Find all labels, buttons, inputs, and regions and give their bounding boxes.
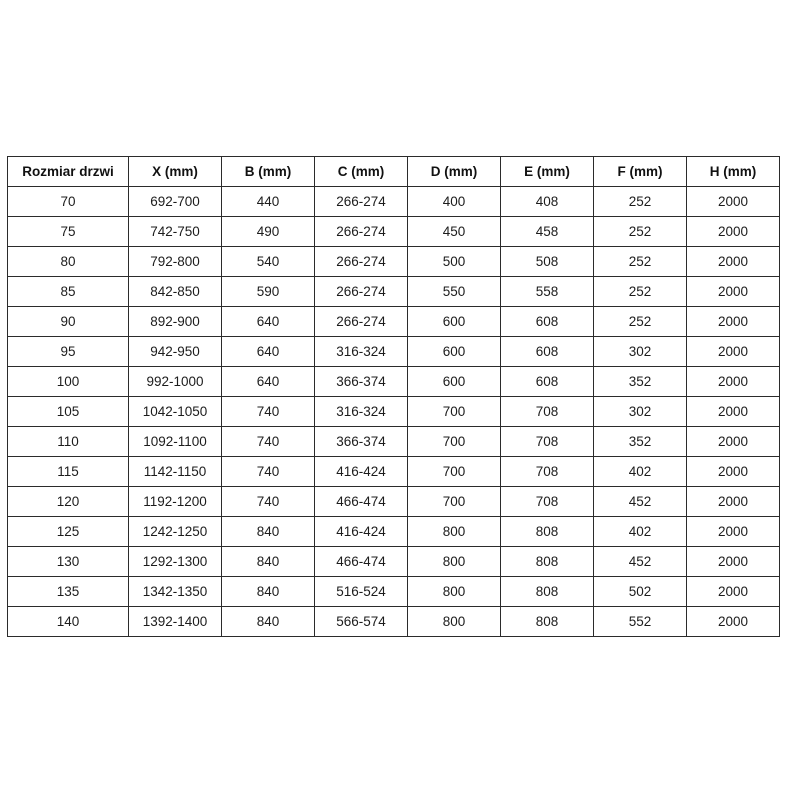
table-cell: 558	[501, 277, 594, 307]
table-cell: 402	[594, 457, 687, 487]
table-cell: 408	[501, 187, 594, 217]
column-header-5: E (mm)	[501, 157, 594, 187]
table-cell: 75	[8, 217, 129, 247]
table-cell: 600	[408, 307, 501, 337]
table-cell: 140	[8, 607, 129, 637]
table-cell: 1342-1350	[129, 577, 222, 607]
table-cell: 2000	[687, 337, 780, 367]
table-cell: 452	[594, 547, 687, 577]
table-cell: 352	[594, 367, 687, 397]
table-header-row	[8, 157, 780, 187]
table-cell: 252	[594, 187, 687, 217]
table-cell: 440	[222, 187, 315, 217]
column-header-4: D (mm)	[408, 157, 501, 187]
table-row	[8, 187, 780, 217]
table-cell: 1192-1200	[129, 487, 222, 517]
table-cell: 992-1000	[129, 367, 222, 397]
table-cell: 842-850	[129, 277, 222, 307]
table-cell: 2000	[687, 517, 780, 547]
table-cell: 366-374	[315, 427, 408, 457]
table-cell: 800	[408, 577, 501, 607]
table-cell: 1042-1050	[129, 397, 222, 427]
table-cell: 740	[222, 397, 315, 427]
table-cell: 316-324	[315, 337, 408, 367]
table-cell: 640	[222, 307, 315, 337]
table-row	[8, 427, 780, 457]
table-row	[8, 397, 780, 427]
table-cell: 2000	[687, 547, 780, 577]
table-row	[8, 307, 780, 337]
table-cell: 2000	[687, 247, 780, 277]
table-cell: 808	[501, 607, 594, 637]
table-cell: 352	[594, 427, 687, 457]
table-cell: 2000	[687, 307, 780, 337]
table-cell: 502	[594, 577, 687, 607]
table-cell: 125	[8, 517, 129, 547]
table-cell: 840	[222, 517, 315, 547]
table-cell: 120	[8, 487, 129, 517]
column-header-6: F (mm)	[594, 157, 687, 187]
table-cell: 800	[408, 547, 501, 577]
table-cell: 115	[8, 457, 129, 487]
table-cell: 1242-1250	[129, 517, 222, 547]
table-cell: 302	[594, 397, 687, 427]
column-header-1: X (mm)	[129, 157, 222, 187]
table-cell: 742-750	[129, 217, 222, 247]
table-row	[8, 337, 780, 367]
table-cell: 608	[501, 337, 594, 367]
table-cell: 450	[408, 217, 501, 247]
table-cell: 110	[8, 427, 129, 457]
table-cell: 105	[8, 397, 129, 427]
table-cell: 808	[501, 517, 594, 547]
table-cell: 80	[8, 247, 129, 277]
table-cell: 740	[222, 487, 315, 517]
table-cell: 540	[222, 247, 315, 277]
table-cell: 2000	[687, 277, 780, 307]
table-cell: 266-274	[315, 187, 408, 217]
table-cell: 808	[501, 547, 594, 577]
table-cell: 252	[594, 277, 687, 307]
table-cell: 2000	[687, 187, 780, 217]
column-header-3: C (mm)	[315, 157, 408, 187]
table-cell: 266-274	[315, 247, 408, 277]
table-cell: 135	[8, 577, 129, 607]
table-cell: 466-474	[315, 547, 408, 577]
table-row	[8, 517, 780, 547]
table-cell: 550	[408, 277, 501, 307]
table-cell: 800	[408, 517, 501, 547]
table-cell: 2000	[687, 457, 780, 487]
table-cell: 316-324	[315, 397, 408, 427]
table-cell: 700	[408, 427, 501, 457]
column-header-2: B (mm)	[222, 157, 315, 187]
table-cell: 608	[501, 307, 594, 337]
table-row	[8, 367, 780, 397]
table-cell: 366-374	[315, 367, 408, 397]
table-cell: 452	[594, 487, 687, 517]
table-row	[8, 277, 780, 307]
table-cell: 700	[408, 397, 501, 427]
table-cell: 640	[222, 337, 315, 367]
table-row	[8, 607, 780, 637]
table-cell: 252	[594, 247, 687, 277]
table-cell: 892-900	[129, 307, 222, 337]
table-cell: 90	[8, 307, 129, 337]
table-cell: 840	[222, 607, 315, 637]
table-cell: 600	[408, 337, 501, 367]
table-row	[8, 547, 780, 577]
table-cell: 302	[594, 337, 687, 367]
table-cell: 700	[408, 487, 501, 517]
table-cell: 708	[501, 457, 594, 487]
table-cell: 740	[222, 427, 315, 457]
table-cell: 500	[408, 247, 501, 277]
table-cell: 942-950	[129, 337, 222, 367]
table-cell: 800	[408, 607, 501, 637]
table-cell: 266-274	[315, 307, 408, 337]
table-cell: 100	[8, 367, 129, 397]
table-cell: 2000	[687, 427, 780, 457]
table-cell: 692-700	[129, 187, 222, 217]
table-cell: 708	[501, 487, 594, 517]
column-header-7: H (mm)	[687, 157, 780, 187]
table-cell: 266-274	[315, 217, 408, 247]
table-cell: 70	[8, 187, 129, 217]
table-cell: 1092-1100	[129, 427, 222, 457]
table-cell: 566-574	[315, 607, 408, 637]
table-cell: 640	[222, 367, 315, 397]
table-cell: 708	[501, 427, 594, 457]
table-cell: 2000	[687, 577, 780, 607]
table-cell: 130	[8, 547, 129, 577]
table-cell: 2000	[687, 397, 780, 427]
table-cell: 1142-1150	[129, 457, 222, 487]
table-cell: 402	[594, 517, 687, 547]
table-cell: 95	[8, 337, 129, 367]
table-cell: 840	[222, 577, 315, 607]
table-cell: 1292-1300	[129, 547, 222, 577]
table-cell: 708	[501, 397, 594, 427]
table-cell: 85	[8, 277, 129, 307]
table-cell: 466-474	[315, 487, 408, 517]
table-cell: 700	[408, 457, 501, 487]
table-cell: 2000	[687, 487, 780, 517]
table-cell: 458	[501, 217, 594, 247]
table-cell: 516-524	[315, 577, 408, 607]
table-cell: 840	[222, 547, 315, 577]
table-cell: 252	[594, 307, 687, 337]
table-row	[8, 487, 780, 517]
table-cell: 400	[408, 187, 501, 217]
door-size-table	[7, 156, 780, 637]
table-cell: 552	[594, 607, 687, 637]
table-cell: 490	[222, 217, 315, 247]
table-cell: 508	[501, 247, 594, 277]
table-row	[8, 577, 780, 607]
table-cell: 808	[501, 577, 594, 607]
table-cell: 2000	[687, 367, 780, 397]
table-cell: 600	[408, 367, 501, 397]
table-row	[8, 247, 780, 277]
table-cell: 416-424	[315, 457, 408, 487]
table-cell: 1392-1400	[129, 607, 222, 637]
table-row	[8, 457, 780, 487]
column-header-0: Rozmiar drzwi	[8, 157, 129, 187]
table-cell: 792-800	[129, 247, 222, 277]
table-cell: 2000	[687, 217, 780, 247]
table-cell: 608	[501, 367, 594, 397]
table-cell: 2000	[687, 607, 780, 637]
table-cell: 416-424	[315, 517, 408, 547]
table-cell: 590	[222, 277, 315, 307]
table-row	[8, 217, 780, 247]
table-cell: 740	[222, 457, 315, 487]
table-cell: 252	[594, 217, 687, 247]
table-cell: 266-274	[315, 277, 408, 307]
